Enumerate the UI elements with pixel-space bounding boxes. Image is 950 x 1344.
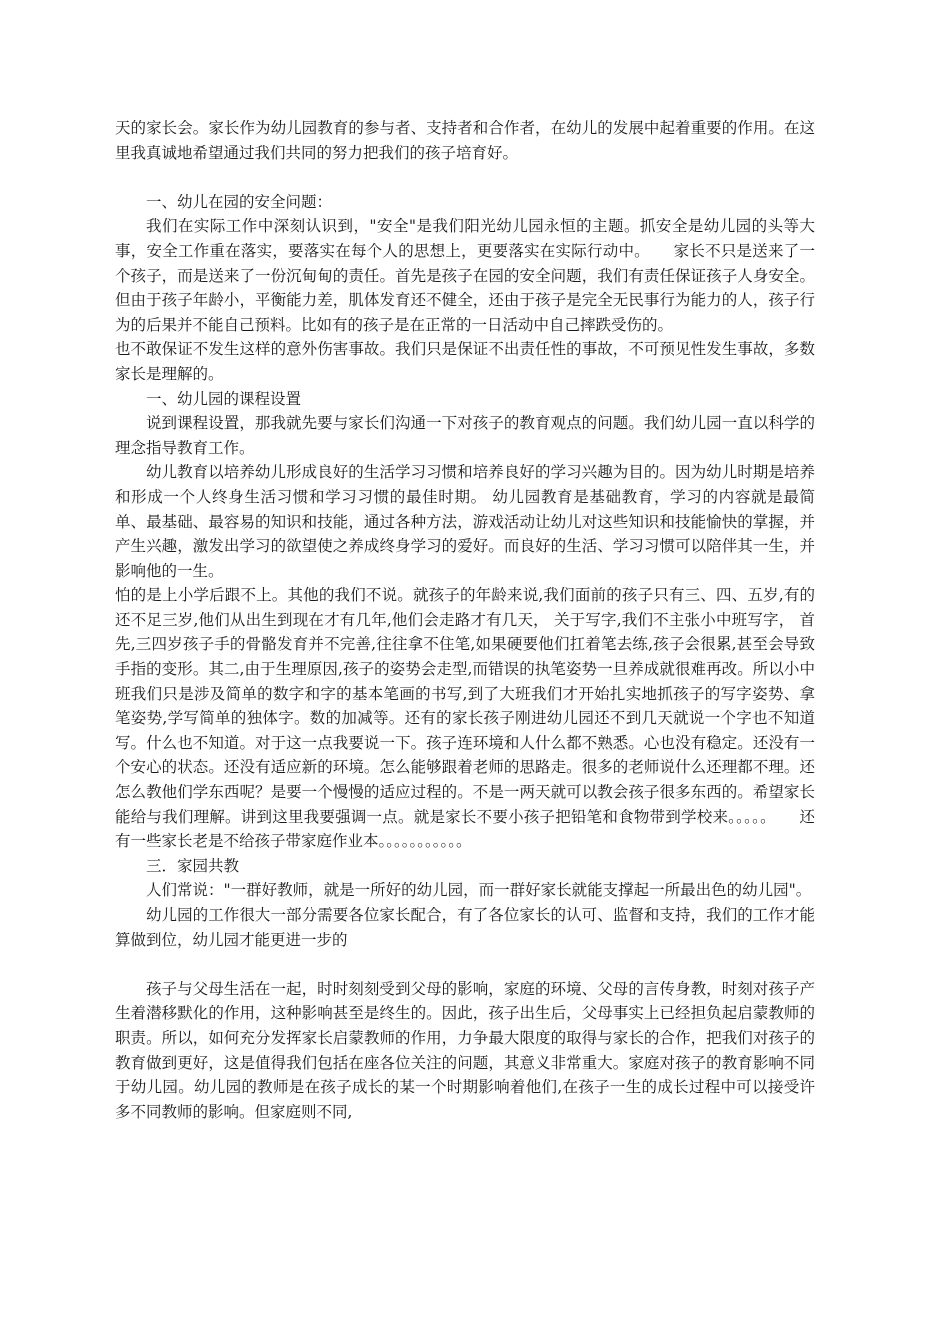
- section-heading: 一、幼儿园的课程设置: [146, 389, 302, 408]
- paragraph: 幼儿园的工作很大一部分需要各位家长配合，有了各位家长的认可、监督和支持，我们的工作才能算做到位，幼儿园才能更进一步的: [115, 906, 815, 949]
- paragraph: 我们在实际工作中深刻认识到，"安全"是我们阳光幼儿园永恒的主题。抓安全是幼儿园的头等大事，安全工作重在落实，要落实在每个人的思想上，更要落实在实际行动中。 家长不只是送来了一个孩子，而是送来了一份沉甸甸的责任。首先是孩子在园的安全问题，我们有责任保证孩子人身安全。但由于孩子年龄小，平衡能力差，肌体发育还不健全，还由于孩子是完全无民事行为能力的人，孩子行为的后果并不能自己预料。比如有的孩子是在正常的一日活动中自己摔跌受伤的。: [115, 217, 815, 334]
- paragraph: 人们常说："一群好教师，就是一所好的幼儿园，而一群好家长就能支撑起一所最出色的幼儿园"。: [146, 881, 812, 900]
- blank-line: [115, 165, 815, 190]
- paragraph: 幼儿教育以培养幼儿形成良好的生活学习习惯和培养良好的学习兴趣为目的。因为幼儿时期是培养和形成一个人终身生活习惯和学习习惯的最佳时期。 幼儿园教育是基础教育，学习的内容就是最简单、最基础、最容易的知识和技能，通过各种方法，游戏活动让幼儿对这些知识和技能愉快的掌握，并产生兴趣，激发出学习的欲望使之养成终身学习的爱好。而良好的生活、学习习惯可以陪伴其一生，并影响他的一生。: [115, 463, 815, 580]
- paragraph: 也不敢保证不发生这样的意外伤害事故。我们只是保证不出责任性的事故，不可预见性发生事故，多数家长是理解的。: [115, 340, 815, 383]
- paragraph: 怕的是上小学后跟不上。其他的我们不说。就孩子的年龄来说,我们面前的孩子只有三、四、五岁,有的还不足三岁,他们从出生到现在才有几年,他们会走路才有几天， 关于写字,我们不主张小中班写字， 首先,三四岁孩子手的骨骼发育并不完善,往往拿不住笔,如果硬要他们扛着笔去练,孩子会很累,甚至会导致手指的变形。其二,由于生理原因,孩子的姿势会走型,而错误的执笔姿势一旦养成就很难再改。所以小中班我们只是涉及简单的数字和字的基本笔画的书写,到了大班我们才开始扎实地抓孩子的写字姿势、拿笔姿势,学写简单的独体字。数的加减等。还有的家长孩子刚进幼儿园还不到几天就说一个字也不知道写。什么也不知道。对于这一点我要说一下。孩子连环境和人什么都不熟悉。心也没有稳定。还没有一个安心的状态。还没有适应新的环境。怎么能够跟着老师的思路走。很多的老师说什么还理都不理。还怎么教他们学东西呢？是要一个慢慢的适应过程的。不是一两天就可以教会孩子很多东西的。希望家长能给与我们理解。讲到这里我要强调一点。就是家长不要小孩子把铅笔和食物带到学校来。。。。。 还有一些家长老是不给孩子带家庭作业本。。。。。。。。。。。: [115, 586, 815, 851]
- paragraph: 天的家长会。家长作为幼儿园教育的参与者、支持者和合作者，在幼儿的发展中起着重要的作用。在这里我真诚地希望通过我们共同的努力把我们的孩子培育好。: [115, 119, 815, 162]
- blank-line: [115, 952, 815, 977]
- document-body: [115, 116, 815, 1124]
- section-heading: 一、幼儿在园的安全问题：: [146, 192, 333, 211]
- section-heading: 三．家园共教: [146, 856, 240, 875]
- paragraph: 孩子与父母生活在一起，时时刻刻受到父母的影响，家庭的环境、父母的言传身教，时刻对孩子产生着潜移默化的作用，这种影响甚至是终生的。因此，孩子出生后，父母事实上已经担负起启蒙教师的职责。所以，如何充分发挥家长启蒙教师的作用，力争最大限度的取得与家长的合作，把我们对孩子的教育做到更好，这是值得我们包括在座各位关注的问题，其意义非常重大。家庭对孩子的教育影响不同于幼儿园。幼儿园的教师是在孩子成长的某一个时期影响着他们,在孩子一生的成长过程中可以接受许多不同教师的影响。但家庭则不同,: [115, 979, 815, 1121]
- paragraph: 说到课程设置，那我就先要与家长们沟通一下对孩子的教育观点的问题。我们幼儿园一直以科学的理念指导教育工作。: [115, 414, 815, 457]
